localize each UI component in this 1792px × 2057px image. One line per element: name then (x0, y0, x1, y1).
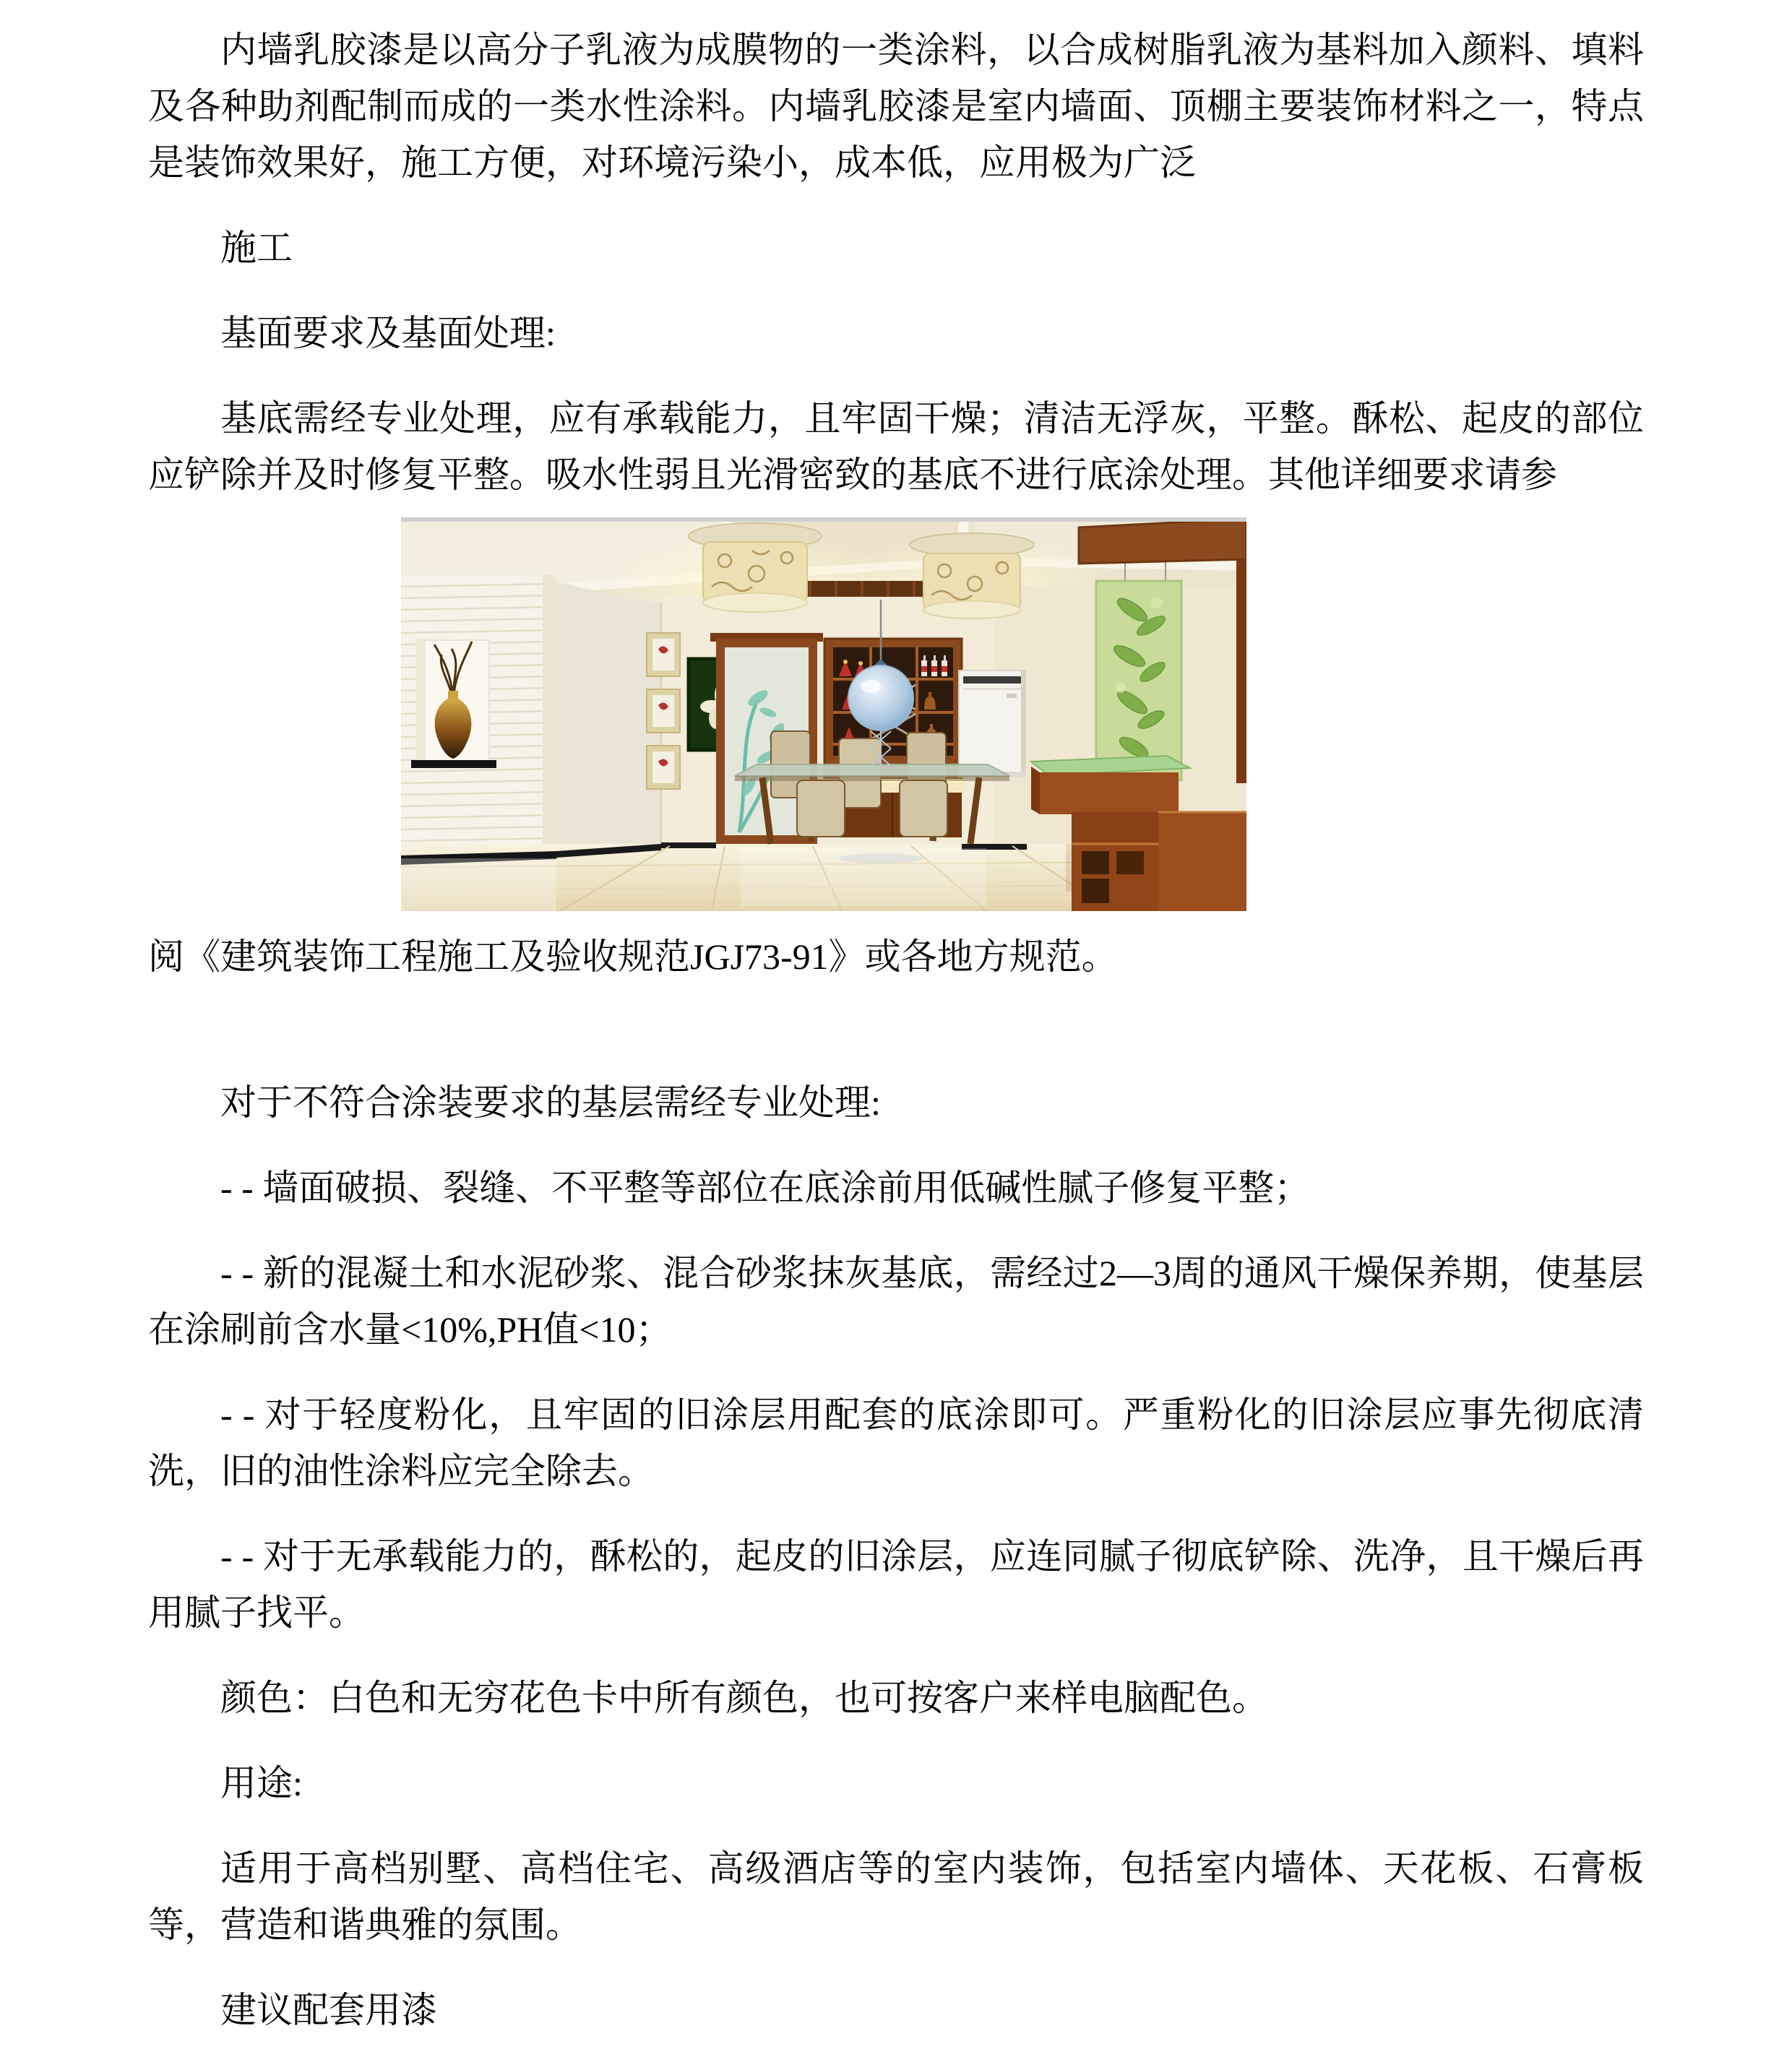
white-cabinet (959, 670, 1025, 777)
bullet-wall-damage: - - 墙面破损、裂缝、不平整等部位在底涂前用低碱性腻子修复平整； (220, 1168, 1311, 1208)
heading-recommended-paint: 建议配套用漆 (220, 1990, 437, 2030)
drum-lamp-left (689, 523, 822, 612)
room-rendering-image (401, 517, 1246, 911)
bullet-light-chalking: - - 对于轻度粉化，且牢固的旧涂层用配套的底涂即可。严重粉化的旧涂层应事先彻底清洗，旧的油性涂料应完全除去。 (148, 1394, 1644, 1491)
stair-shelves (1072, 812, 1246, 911)
heading-base-requirements: 基面要求及基面处理: (220, 313, 556, 353)
heading-substrate-treatment: 对于不符合涂装要求的基层需经专业处理: (220, 1082, 881, 1123)
paragraph-intro: 内墙乳胶漆是以高分子乳液为成膜物的一类涂料，以合成树脂乳液为基料加入颜料、填料及各种助剂配制而成的一类水性涂料。内墙乳胶漆是室内墙面、顶棚主要装饰材料之一，特点是装饰效果好，施工方便，对环境污染小，成本低，应用极为广泛 (148, 30, 1644, 183)
drum-lamp-right (910, 533, 1034, 618)
heading-construction: 施工 (220, 228, 293, 268)
bullet-no-bearing: - - 对于无承载能力的，酥松的，起皮的旧涂层，应连同腻子彻底铲除、洗净，且干燥后再用腻子找平。 (148, 1536, 1644, 1633)
bullet-new-concrete: - - 新的混凝土和水泥砂浆、混合砂浆抹灰基底，需经过2—3周的通风干燥保养期，使基层在涂刷前含水量<10%,PH值<10； (148, 1253, 1644, 1350)
paragraph-application: 适用于高档别墅、高档住宅、高级酒店等的室内装饰，包括室内墙体、天花板、石膏板等，营造和谐典雅的氛围。 (148, 1848, 1644, 1945)
heading-usage: 用途: (220, 1763, 303, 1803)
image-top-edge (401, 517, 1246, 522)
paragraph-color: 颜色：白色和无穷花色卡中所有颜色，也可按客户来样电脑配色。 (220, 1678, 1268, 1718)
paragraph-base-treatment: 基底需经专业处理，应有承载能力，且牢固干燥；清洁无浮灰，平整。酥松、起皮的部位应铲除并及时修复平整。吸水性弱且光滑密致的基底不进行底涂处理。其他详细要求请参 (148, 398, 1644, 495)
paragraph-caption-regulation: 阅《建筑装饰工程施工及验收规范JGJ73-91》或各地方规范。 (148, 936, 1118, 977)
vase-niche (411, 640, 496, 768)
bar-counter (1031, 756, 1190, 814)
